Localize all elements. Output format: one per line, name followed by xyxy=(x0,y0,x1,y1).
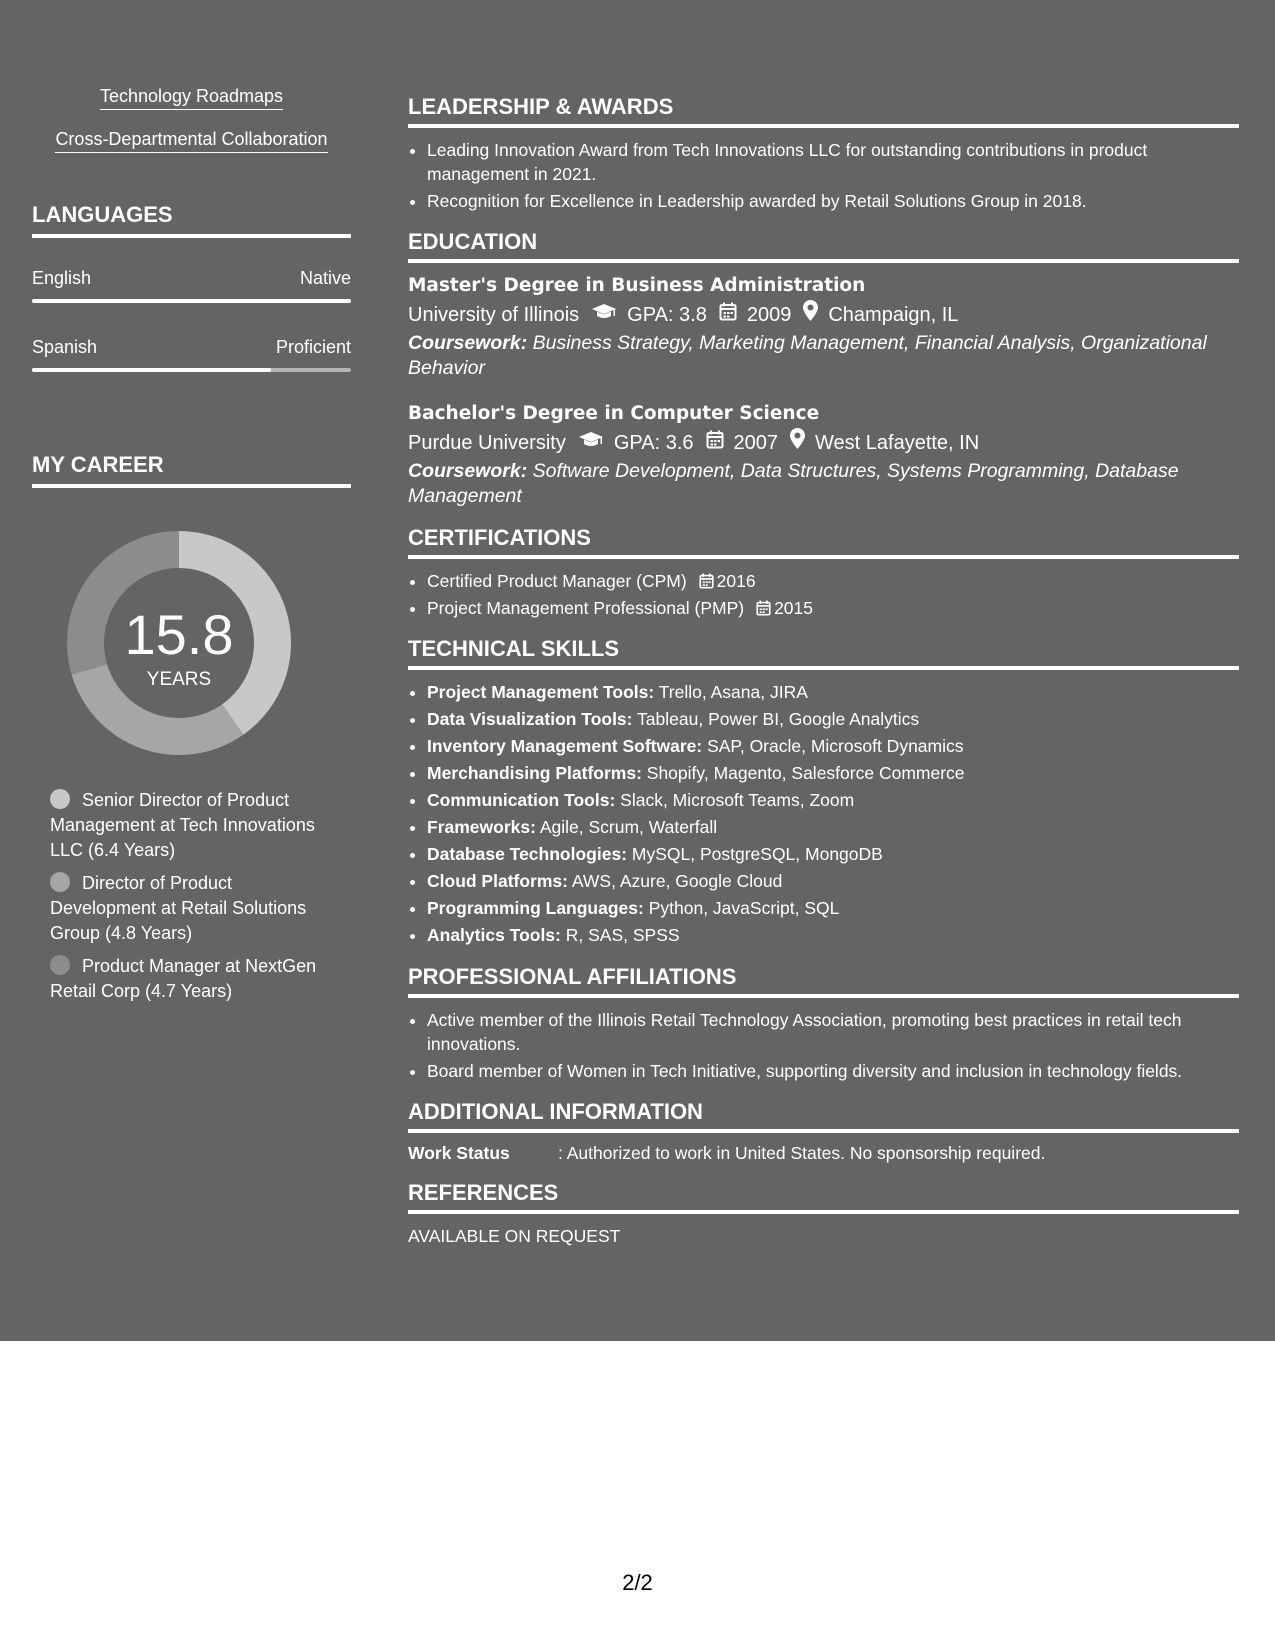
language-level: Native xyxy=(299,268,351,288)
education-section xyxy=(408,229,1239,509)
section-heading: REFERENCES xyxy=(408,1180,1239,1214)
career-legend-dot xyxy=(50,789,70,809)
education-entry xyxy=(408,273,1239,381)
skill-item: • Merchandising Platforms: Shopify, Magento, Salesforce Commerce xyxy=(427,761,1239,786)
school-name: University of Illinois xyxy=(408,304,580,326)
info-value: : Authorized to work in United States. No sponsorship required. xyxy=(558,1143,1046,1163)
language-row xyxy=(32,337,351,358)
graduation-year: 2007 xyxy=(733,432,779,454)
language-proficiency-bar xyxy=(32,368,351,372)
degree-title: Master's Degree in Business Administration xyxy=(408,275,866,296)
language-name: Spanish xyxy=(32,337,98,357)
section-heading: TECHNICAL SKILLS xyxy=(408,636,1239,670)
career-item: Director of Product Development at Retail Solutions Group (4.8 Years) xyxy=(50,873,307,943)
skill-item: • Project Management Tools: Trello, Asana, JIRA xyxy=(427,680,1239,705)
certification-year: 2016 xyxy=(699,571,756,591)
graduation-cap-icon xyxy=(578,427,604,459)
section-heading: ADDITIONAL INFORMATION xyxy=(408,1099,1239,1133)
language-proficiency-fill xyxy=(32,368,271,372)
skill-item: • Programming Languages: Python, JavaScript, SQL xyxy=(427,896,1239,921)
graduation-cap-icon xyxy=(591,299,617,331)
school-location: Champaign, IL xyxy=(828,304,959,326)
coursework: Coursework: Business Strategy, Marketing Management, Financial Analysis, Organizational Behavior xyxy=(408,332,1207,379)
language-proficiency-bar xyxy=(32,299,351,303)
references-text: AVAILABLE ON REQUEST xyxy=(408,1226,621,1246)
certification-year: 2015 xyxy=(756,598,813,618)
skill-tag: Technology Roadmaps xyxy=(32,86,351,107)
graduation-year: 2009 xyxy=(746,304,792,326)
language-proficiency-fill xyxy=(32,299,351,303)
degree-title: Bachelor's Degree in Computer Science xyxy=(408,403,820,424)
section-heading: EDUCATION xyxy=(408,229,1239,263)
main-column xyxy=(408,94,1239,1263)
certification-item: • Project Management Professional (PMP) 2015 xyxy=(427,596,1239,620)
language-level: Proficient xyxy=(275,337,351,357)
career-heading: MY CAREER xyxy=(32,452,351,488)
career-item: Product Manager at NextGen Retail Corp (4.7 Years) xyxy=(50,956,317,1001)
certification-item: • Certified Product Manager (CPM) 2016 xyxy=(427,569,1239,593)
languages-heading: LANGUAGES xyxy=(32,202,351,238)
list-item: • Recognition for Excellence in Leadership awarded by Retail Solutions Group in 2018. xyxy=(427,189,1239,213)
leadership-section xyxy=(408,94,1239,213)
calendar-icon xyxy=(719,299,737,331)
list-item: • Leading Innovation Award from Tech Innovations LLC for outstanding contributions in product management in 2021. xyxy=(427,138,1239,186)
list-item: • Active member of the Illinois Retail Technology Association, promoting best practices in retail tech innovations. xyxy=(427,1008,1239,1056)
skill-item: • Communication Tools: Slack, Microsoft Teams, Zoom xyxy=(427,788,1239,813)
references-section xyxy=(408,1180,1239,1247)
skill-item: • Database Technologies: MySQL, PostgreSQL, MongoDB xyxy=(427,842,1239,867)
career-item: Senior Director of Product Management at Tech Innovations LLC (6.4 Years) xyxy=(50,790,315,860)
skill-item: • Frameworks: Agile, Scrum, Waterfall xyxy=(427,815,1239,840)
location-pin-icon xyxy=(790,427,805,459)
school-location: West Lafayette, IN xyxy=(815,432,980,454)
certifications-section xyxy=(408,525,1239,620)
location-pin-icon xyxy=(803,299,818,331)
additional-info-section xyxy=(408,1099,1239,1164)
language-name: English xyxy=(32,268,92,288)
skill-item: • Analytics Tools: R, SAS, SPSS xyxy=(427,923,1239,948)
page-number: 2/2 xyxy=(622,1570,653,1595)
section-heading: PROFESSIONAL AFFILIATIONS xyxy=(408,964,1239,998)
career-legend-dot xyxy=(50,955,70,975)
career-legend-dot xyxy=(50,872,70,892)
section-heading: CERTIFICATIONS xyxy=(408,525,1239,559)
technical-skills-section xyxy=(408,636,1239,948)
education-meta xyxy=(408,427,1239,459)
section-heading: LEADERSHIP & AWARDS xyxy=(408,94,1239,128)
calendar-icon xyxy=(706,427,724,459)
calendar-icon xyxy=(699,573,714,589)
career-total: 15.8 xyxy=(124,603,234,666)
affiliations-section xyxy=(408,964,1239,1083)
school-name: Purdue University xyxy=(408,432,566,454)
gpa: GPA: 3.6 xyxy=(613,432,694,454)
education-meta xyxy=(408,299,1239,331)
skill-tag: Cross-Departmental Collaboration xyxy=(32,129,351,150)
skill-item: • Inventory Management Software: SAP, Oracle, Microsoft Dynamics xyxy=(427,734,1239,759)
info-row xyxy=(408,1143,1239,1164)
info-label: Work Status xyxy=(408,1143,510,1163)
skill-item: • Data Visualization Tools: Tableau, Power BI, Google Analytics xyxy=(427,707,1239,732)
coursework: Coursework: Software Development, Data Structures, Systems Programming, Database Management xyxy=(408,460,1179,507)
career-unit: YEARS xyxy=(146,669,212,690)
career-list xyxy=(50,788,340,1012)
list-item: • Board member of Women in Tech Initiative, supporting diversity and inclusion in technology fields. xyxy=(427,1059,1239,1083)
education-entry xyxy=(408,401,1239,509)
gpa: GPA: 3.8 xyxy=(627,304,707,326)
skill-item: • Cloud Platforms: AWS, Azure, Google Cloud xyxy=(427,869,1239,894)
calendar-icon xyxy=(756,600,771,616)
language-row xyxy=(32,268,351,289)
career-donut-chart xyxy=(66,530,292,756)
